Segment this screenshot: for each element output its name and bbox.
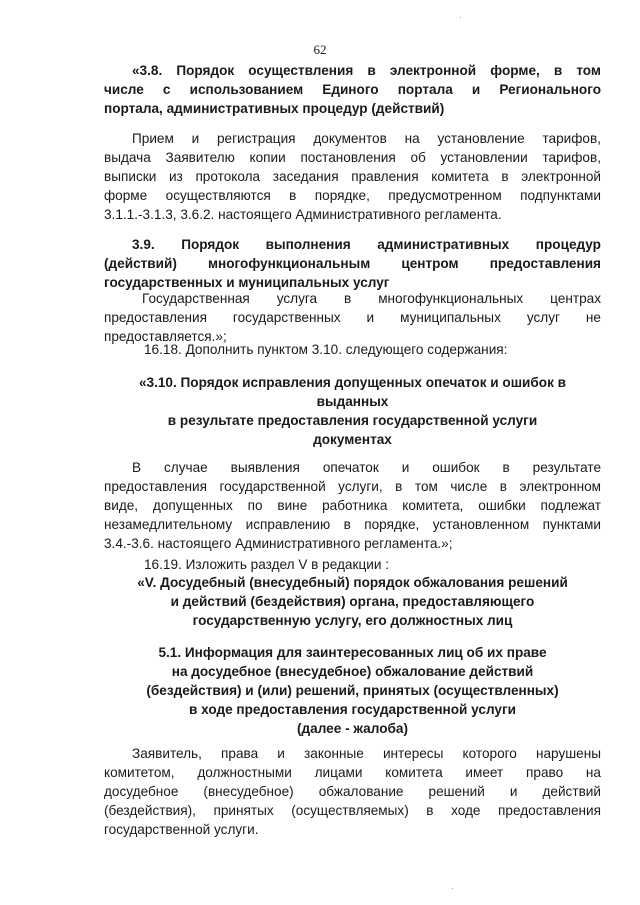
text-line: 3.4.-3.6. настоящего Административного регламента.»; bbox=[104, 536, 453, 551]
text-line: предоставляется.»; bbox=[104, 329, 227, 344]
heading-line: на досудебное (внесудебное) обжалование действий bbox=[171, 664, 534, 679]
section-3-8-heading bbox=[104, 61, 601, 118]
heading-line: 3.9. Порядок выполнения административных процедур bbox=[132, 237, 601, 252]
heading-line: государственных и муниципальных услуг bbox=[104, 275, 390, 290]
paragraph-reception bbox=[104, 129, 601, 224]
heading-line: (бездействия) и (или) решений, принятых (осуществленных) bbox=[146, 683, 559, 698]
text-line: комитетом, должностными лицами комитета имеет право на bbox=[104, 765, 601, 780]
section-v-heading bbox=[104, 573, 601, 630]
heading-line: (далее - жалоба) bbox=[297, 721, 408, 736]
heading-line: и действий (бездействия) органа, предоставляющего bbox=[170, 594, 535, 609]
page-number: 62 bbox=[313, 42, 327, 57]
text-line: Заявитель, права и законные интересы которого нарушены bbox=[132, 746, 601, 761]
text-line: В случае выявления опечаток и ошибок в результате bbox=[132, 460, 601, 475]
text-line: Прием и регистрация документов на установление тарифов, bbox=[132, 131, 601, 146]
heading-line: выданных bbox=[316, 394, 389, 409]
text-line: предоставления государственной услуги, в том числе в электронном bbox=[104, 479, 601, 494]
text-line: досудебное (внесудебное) обжалование решений и действий bbox=[104, 784, 601, 799]
text-line: виде, допущенных по вине работника комитета, ошибки подлежат bbox=[104, 498, 601, 513]
text-line: выписки из протокола заседания правления комитета в электронной bbox=[104, 169, 601, 184]
scan-speck bbox=[452, 888, 453, 889]
heading-line: портала, административных процедур (действий) bbox=[104, 101, 445, 116]
text-line: 16.19. Изложить раздел V в редакции : bbox=[144, 557, 389, 572]
heading-line: «3.10. Порядок исправления допущенных опечаток и ошибок в bbox=[138, 375, 567, 390]
text-line: (бездействия), принятых (осуществляемых) в ходе предоставления bbox=[104, 803, 601, 818]
text-line: 16.18. Дополнить пунктом 3.10. следующего содержания: bbox=[144, 342, 508, 357]
paragraph-complaint-right bbox=[104, 744, 601, 839]
text-line: выдача Заявителю копии постановления об установлении тарифов, bbox=[104, 150, 601, 165]
section-5-1-heading bbox=[104, 643, 601, 738]
heading-line: «V. Досудебный (внесудебный) порядок обжалования решений bbox=[137, 575, 568, 590]
heading-line: «3.8. Порядок осуществления в электронной форме, в том bbox=[132, 63, 601, 78]
text-line: государственной услуги. bbox=[104, 822, 259, 837]
text-line: Государственная услуга в многофункциональных центрах bbox=[142, 291, 601, 306]
paragraph-errors bbox=[104, 458, 601, 553]
text-line: форме осуществляются в порядке, предусмотренном подпунктами bbox=[104, 188, 601, 203]
section-3-10-heading bbox=[104, 373, 601, 449]
paragraph-mfc bbox=[104, 289, 601, 346]
text-line: незамедлительному исправлению в порядке, установленном пунктами bbox=[104, 517, 601, 532]
text-line: предоставления государственных и муниципальных услуг не bbox=[104, 310, 601, 325]
scan-speck bbox=[460, 17, 461, 18]
heading-line: в ходе предоставления государственной услуги bbox=[188, 702, 517, 717]
heading-line: государственную услугу, его должностных лиц bbox=[192, 613, 513, 628]
heading-line: числе с использованием Единого портала и Регионального bbox=[104, 82, 601, 97]
heading-line: 5.1. Информация для заинтересованных лиц об их праве bbox=[158, 645, 547, 660]
paragraph-16-18 bbox=[104, 340, 601, 359]
paragraph-16-19 bbox=[104, 555, 601, 574]
text-line: 3.1.1.-3.1.3, 3.6.2. настоящего Административного регламента. bbox=[104, 207, 502, 222]
heading-line: (действий) многофункциональным центром предоставления bbox=[104, 256, 601, 271]
heading-line: документах bbox=[313, 432, 392, 447]
heading-line: в результате предоставления государственной услуги bbox=[167, 413, 538, 428]
section-3-9-heading bbox=[104, 235, 601, 292]
